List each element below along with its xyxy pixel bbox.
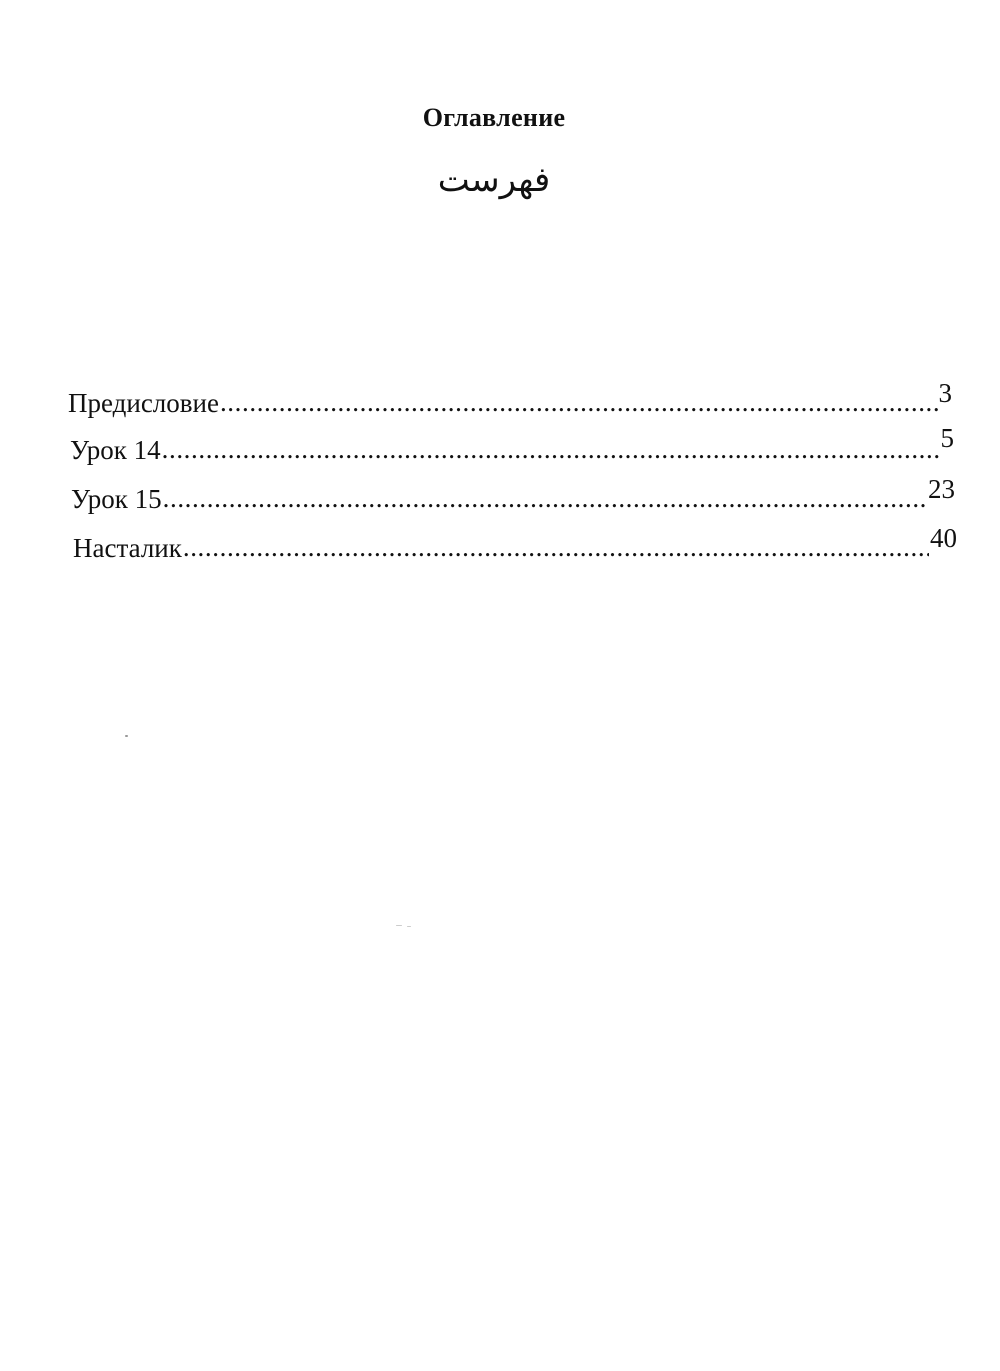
dot-leader [183,532,929,563]
dot-leader [162,434,940,465]
toc-entry-lesson-15 [71,474,955,524]
dot-leader [220,387,938,418]
toc-entry-label: Предисловие [68,388,219,418]
toc-entry-lesson-14 [70,423,954,475]
toc-entry-page-number: 5 [940,423,954,453]
toc-entry-nastaliq [73,523,957,573]
toc-entry-label: Насталик [73,533,182,563]
scan-speck [407,926,411,927]
page-subtitle-persian: فهرست [437,162,551,199]
toc-entry-page-number: 23 [928,474,955,504]
toc-entry-label: Урок 15 [71,484,162,514]
toc-entry-page-number: 3 [938,378,952,408]
page-title: Оглавление [422,103,566,132]
scan-speck [125,735,128,737]
dot-leader [163,483,927,514]
toc-entry-label: Урок 14 [70,435,161,465]
toc-entry-preface [68,378,952,428]
toc-entry-page-number: 40 [930,523,957,553]
scan-speck [396,925,402,926]
